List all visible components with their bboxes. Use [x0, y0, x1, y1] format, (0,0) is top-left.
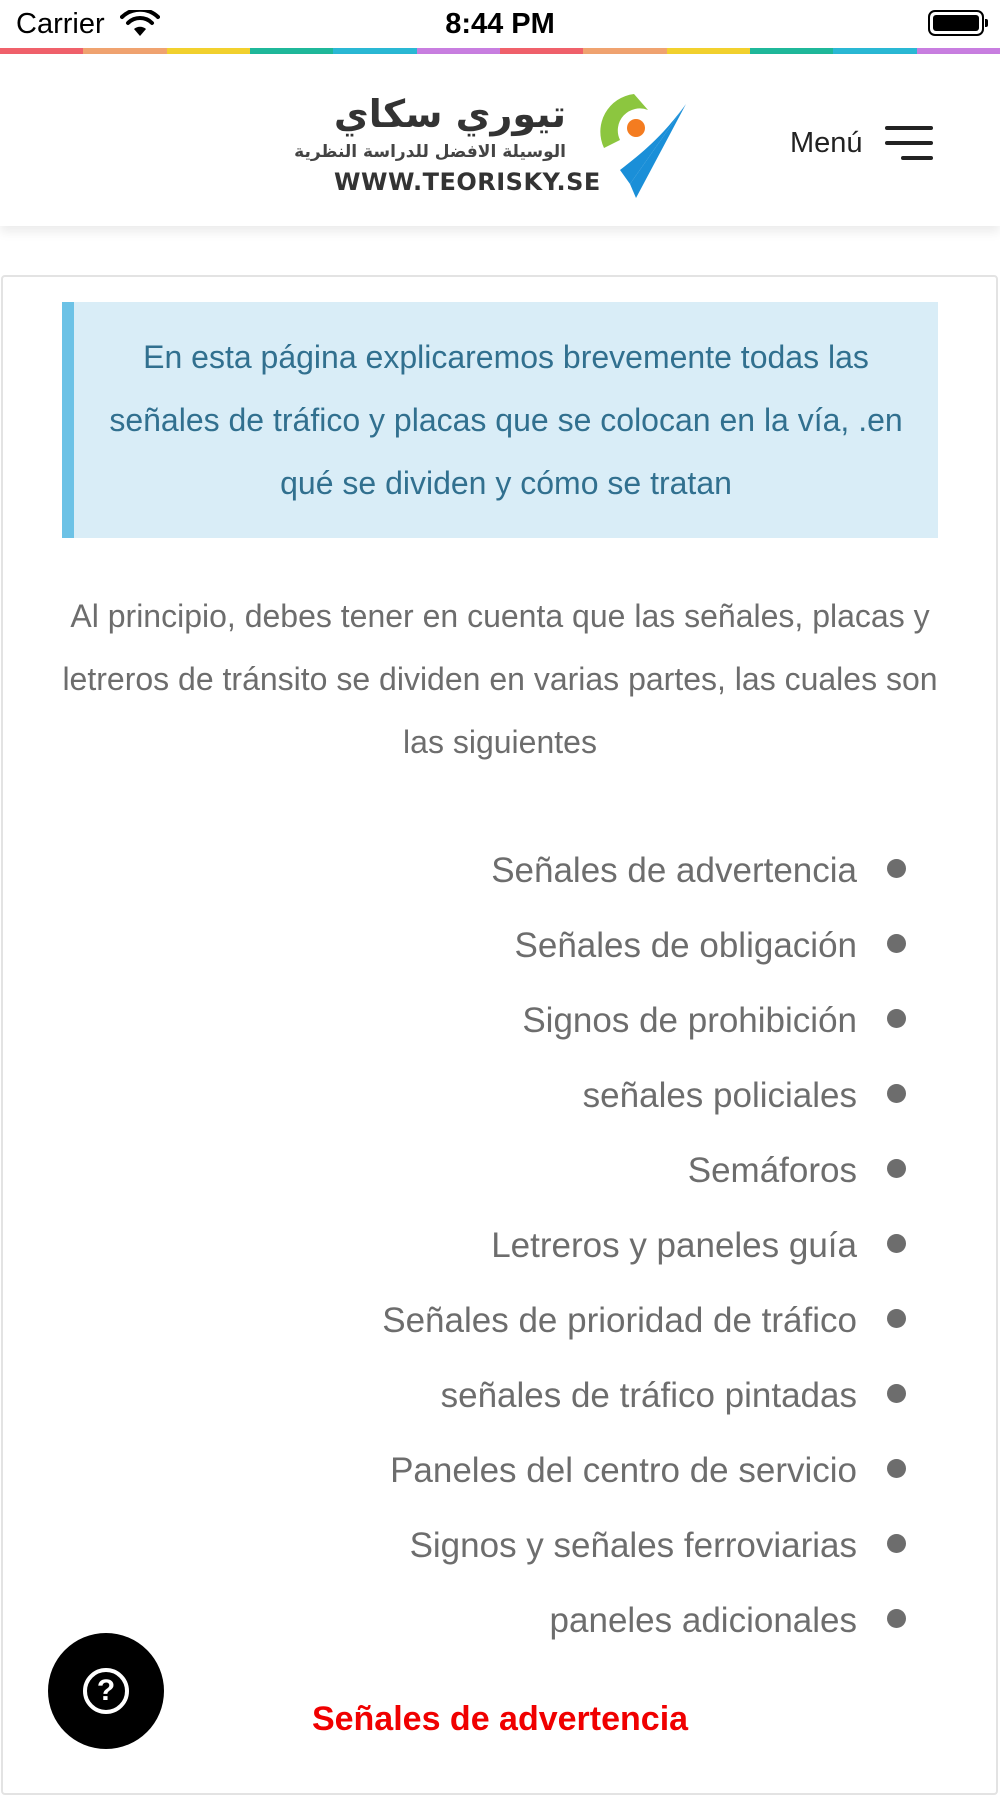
list-item-text: Letreros y paneles guía — [491, 1225, 857, 1265]
list-item-text: Signos de prohibición — [522, 1000, 857, 1040]
hamburger-icon — [883, 124, 933, 162]
list-item-text: señales de tráfico pintadas — [440, 1375, 857, 1415]
list-item-text: paneles adicionales — [549, 1600, 857, 1640]
list-item-text: Paneles del centro de servicio — [390, 1450, 857, 1490]
list-item-text: Semáforos — [687, 1150, 857, 1190]
bullet-icon — [887, 1234, 906, 1253]
site-logo[interactable] — [294, 90, 696, 210]
list-item — [80, 1133, 900, 1208]
list-item — [80, 1283, 900, 1358]
status-bar — [0, 0, 1000, 48]
list-item — [80, 983, 900, 1058]
intro-paragraph: Al principio, debes tener en cuenta que las señales, placas y letreros de tránsito se dividen en varias partes, las cuales son las siguientes — [62, 598, 938, 760]
list-item — [80, 1058, 900, 1133]
list-item — [80, 1433, 900, 1508]
bullet-icon — [887, 1534, 906, 1553]
list-item — [80, 1208, 900, 1283]
question-mark-icon: ? — [83, 1668, 129, 1714]
bullet-icon — [887, 1159, 906, 1178]
list-item-text: Signos y señales ferroviarias — [409, 1525, 857, 1565]
bullet-icon — [887, 1084, 906, 1103]
logo-subtitle: الوسيلة الافضل للدراسة النظرية — [294, 142, 566, 162]
help-button[interactable] — [48, 1633, 164, 1749]
logo-url: WWW.TEORISKY.SE — [334, 168, 601, 196]
list-item — [80, 1358, 900, 1433]
bullet-icon — [887, 1009, 906, 1028]
battery-icon — [928, 10, 984, 36]
bullet-icon — [887, 1309, 906, 1328]
info-text: En esta página explicaremos brevemente todas las señales de tráfico y placas que se colocan en la vía, .en qué se dividen y cómo se tratan — [109, 338, 903, 501]
menu-button[interactable] — [790, 118, 933, 168]
list-item-text: señales policiales — [582, 1075, 857, 1115]
status-time: 8:44 PM — [445, 8, 555, 40]
list-item-text: Señales de obligación — [514, 925, 857, 965]
section-heading: Señales de advertencia — [311, 1700, 689, 1738]
bullet-icon — [887, 1459, 906, 1478]
info-callout — [62, 302, 938, 538]
bullet-icon — [887, 1609, 906, 1628]
logo-title: تيوري سكاي — [333, 92, 566, 136]
list-item-text: Señales de advertencia — [491, 850, 857, 890]
location-pin-logo-icon — [590, 90, 690, 198]
sign-types-list — [80, 833, 900, 1658]
bullet-icon — [887, 934, 906, 953]
bullet-icon — [887, 1384, 906, 1403]
site-header — [0, 54, 1000, 226]
list-item — [80, 908, 900, 983]
list-item-text: Señales de prioridad de tráfico — [382, 1300, 857, 1340]
bullet-icon — [887, 859, 906, 878]
menu-label: Menú — [790, 126, 863, 159]
list-item — [80, 1508, 900, 1583]
list-item — [80, 833, 900, 908]
list-item — [80, 1583, 900, 1658]
carrier-label: Carrier — [16, 8, 105, 40]
